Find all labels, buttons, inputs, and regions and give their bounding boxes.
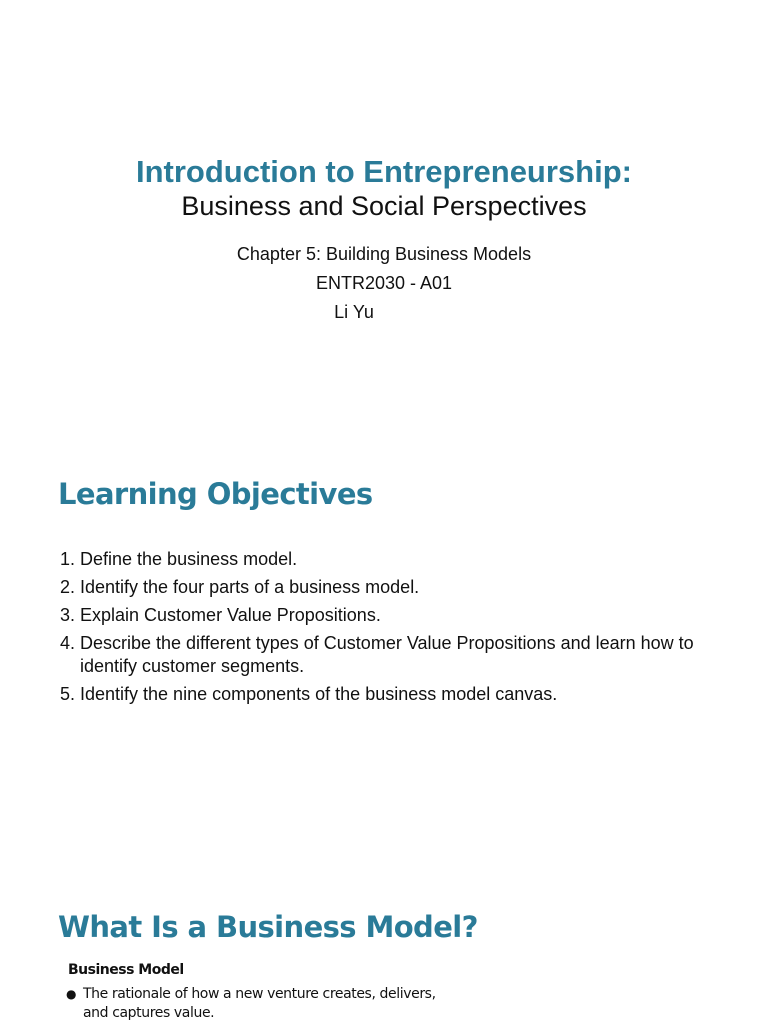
bullet-icon: ● — [66, 987, 77, 1001]
definition-term: Business Model — [68, 962, 184, 978]
title-slide — [0, 0, 768, 430]
list-item — [60, 576, 730, 599]
objective-number: 5. — [60, 684, 76, 704]
course-code: ENTR2030 - A01 — [315, 273, 453, 293]
author-name: Li Yu — [334, 302, 374, 322]
definition-text: The rationale of how a new venture creates, delivers, and captures value. — [83, 986, 436, 1021]
objective-text: Identify the nine components of the business model canvas. — [80, 684, 558, 704]
list-item — [60, 548, 730, 571]
slide-subtitle: Business and Social Perspectives — [181, 191, 587, 221]
objective-number: 4. — [60, 633, 76, 653]
objectives-list — [60, 548, 730, 711]
list-item — [60, 683, 730, 706]
objective-text: Explain Customer Value Propositions. — [80, 605, 381, 625]
business-model-slide — [0, 870, 768, 1024]
objective-number: 3. — [60, 605, 76, 625]
objectives-heading: Learning Objectives — [58, 477, 373, 511]
business-model-heading: What Is a Business Model? — [58, 910, 478, 944]
list-item — [60, 604, 730, 627]
objective-text: Define the business model. — [80, 549, 298, 569]
objective-text: Identify the four parts of a business model. — [80, 577, 420, 597]
objective-number: 2. — [60, 577, 76, 597]
objectives-slide — [0, 430, 768, 870]
chapter-label: Chapter 5: Building Business Models — [236, 244, 532, 264]
objective-text: Describe the different types of Customer Value Propositions and learn how to identify customer segments. — [80, 633, 694, 676]
definition-bullet — [66, 985, 436, 1023]
objective-number: 1. — [60, 549, 76, 569]
slide-title: Introduction to Entrepreneurship: — [136, 154, 632, 189]
list-item — [60, 632, 730, 678]
